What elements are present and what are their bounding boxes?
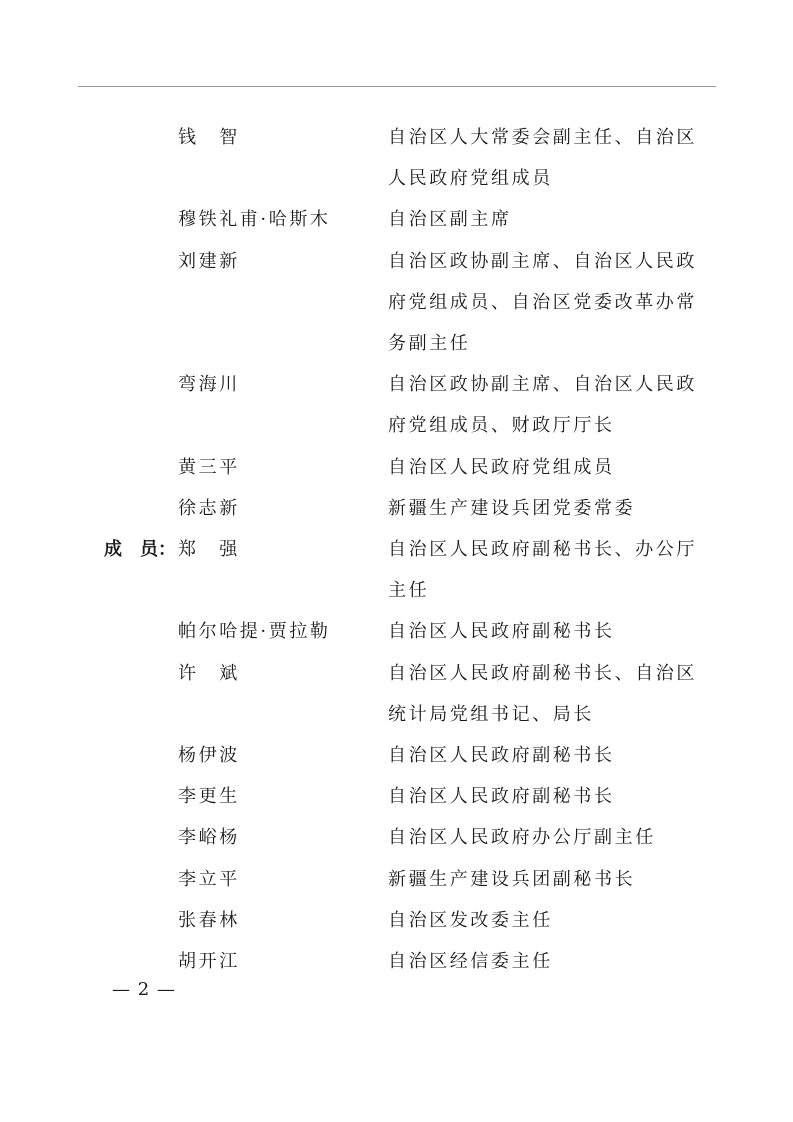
member-name: 许 斌 <box>178 662 240 684</box>
member-title-line: 人民政府党组成员 <box>388 168 553 190</box>
header-divider <box>78 86 716 87</box>
member-title-line: 自治区人民政府副秘书长 <box>388 745 615 766</box>
member-name: 李更生 <box>178 786 240 808</box>
member-title-line: 自治区人民政府副秘书长 <box>388 621 615 643</box>
member-name: 刘建新 <box>178 250 240 272</box>
member-name: 徐志新 <box>178 497 240 519</box>
member-title-line: 新疆生产建设兵团党委常委 <box>388 497 636 519</box>
member-title-line: 府党组成员、自治区党委改革办常 <box>388 291 697 313</box>
member-name: 黄三平 <box>178 456 240 478</box>
member-name: 钱 智 <box>178 127 240 148</box>
page-number: — 2 — <box>112 979 176 1000</box>
member-title-line: 自治区政协副主席、自治区人民政 <box>388 374 697 396</box>
member-title-line: 自治区人民政府副秘书长、自治区 <box>388 662 697 684</box>
member-title-line: 自治区人民政府党组成员 <box>388 456 615 478</box>
member-name: 张春林 <box>178 909 240 931</box>
member-title-line: 统计局党组书记、局长 <box>388 703 594 725</box>
member-title-line: 自治区政协副主席、自治区人民政 <box>388 250 697 272</box>
member-title-line: 自治区人民政府副秘书长 <box>388 786 615 808</box>
member-title-line: 自治区人大常委会副主任、自治区 <box>388 127 697 148</box>
member-title-line: 自治区发改委主任 <box>388 909 553 931</box>
member-title-line: 府党组成员、财政厅厅长 <box>388 415 615 437</box>
member-name: 帕尔哈提·贾拉勒 <box>178 621 331 643</box>
member-title-line: 自治区经信委主任 <box>388 951 553 972</box>
member-title-line: 务副主任 <box>388 333 471 354</box>
member-title-line: 自治区副主席 <box>388 209 512 231</box>
member-name: 杨伊波 <box>178 745 240 766</box>
member-title-line: 自治区人民政府办公厅副主任 <box>388 827 656 849</box>
member-name: 李峪杨 <box>178 827 240 849</box>
members-section-label: 成 员： <box>104 539 176 560</box>
member-name: 穆铁礼甫·哈斯木 <box>178 209 331 231</box>
member-name: 胡开江 <box>178 951 240 972</box>
member-title-line: 主任 <box>388 580 430 602</box>
member-title-line: 新疆生产建设兵团副秘书长 <box>388 868 636 890</box>
member-name: 郑 强 <box>178 539 240 560</box>
member-name: 弯海川 <box>178 374 240 396</box>
member-title-line: 自治区人民政府副秘书长、办公厅 <box>388 539 697 560</box>
member-name: 李立平 <box>178 868 240 890</box>
